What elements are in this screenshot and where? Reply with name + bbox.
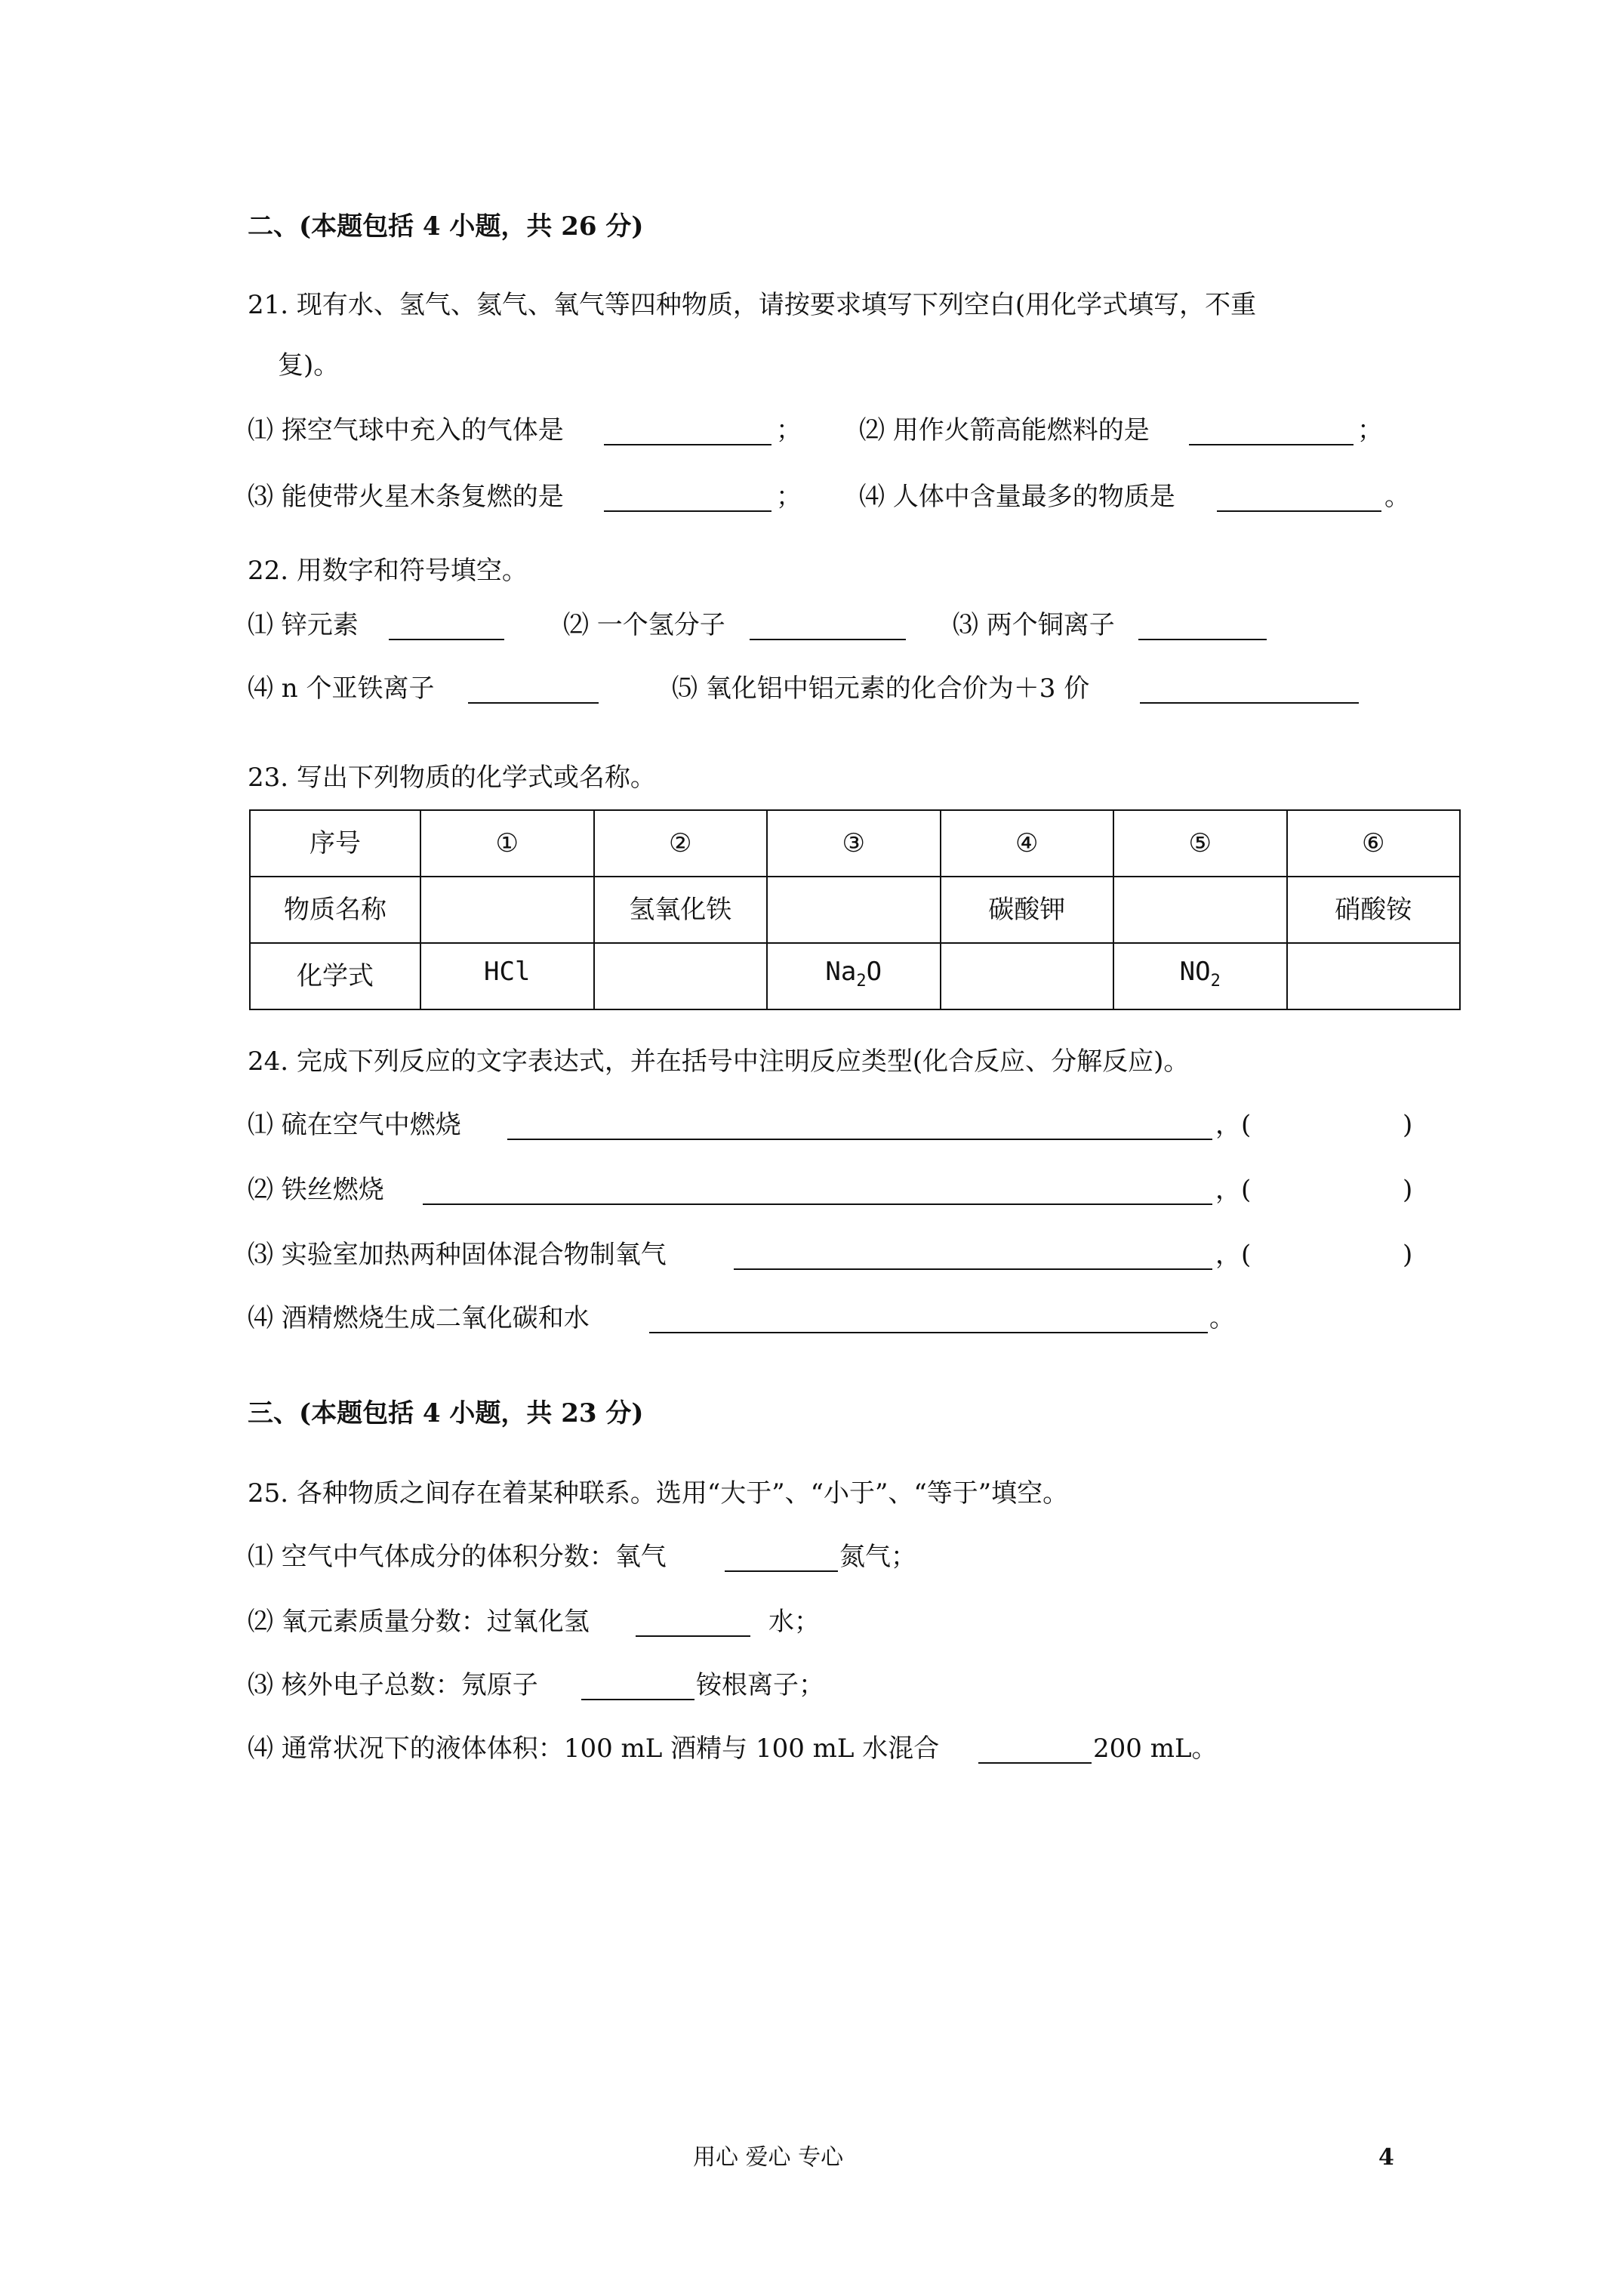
row-header-name: 物质名称 (250, 877, 420, 943)
name-cell[interactable] (767, 877, 941, 943)
q25-part2-post: 水； (768, 1607, 820, 1637)
q24-part4-blank[interactable] (649, 1332, 1208, 1333)
formula-cell: HCl (420, 943, 594, 1009)
q25-part4-pre: ⑷ 通常状况下的液体体积：100 mL 酒精与 100 mL 水混合 (248, 1734, 940, 1764)
number-cell: ⑤ (1113, 810, 1287, 877)
q21-part3-blank[interactable] (604, 510, 771, 512)
q22-part3-blank[interactable] (1138, 639, 1267, 640)
q24-part3-blank[interactable] (734, 1268, 1212, 1270)
q22-part5: ⑸ 氧化铝中铝元素的化合价为＋3 价 (672, 673, 1090, 704)
name-cell: 氢氧化铁 (594, 877, 768, 943)
q24-part4: ⑷ 酒精燃烧生成二氧化碳和水 (248, 1303, 590, 1333)
q21-stem-line1: 21. 现有水、氢气、氦气、氧气等四种物质，请按要求填写下列空白(用化学式填写，不重 (248, 290, 1257, 320)
q22-stem: 22. 用数字和符号填空。 (248, 556, 528, 586)
formula-cell[interactable] (594, 943, 768, 1009)
q25-part3-post: 铵根离子； (696, 1670, 824, 1700)
q24-part3: ⑶ 实验室加热两种固体混合物制氧气 (248, 1240, 667, 1270)
q24-part3-close-paren: ) (1403, 1240, 1413, 1270)
q25-part1-post: 氮气； (839, 1542, 916, 1572)
q24-part2-blank[interactable] (423, 1203, 1212, 1205)
q21-part2-end: ； (1357, 415, 1383, 445)
formula-cell[interactable] (941, 943, 1114, 1009)
q22-part1: ⑴ 锌元素 (248, 610, 359, 640)
q21-part4-end: 。 (1384, 482, 1410, 512)
number-cell: ⑥ (1287, 810, 1461, 877)
q21-part2-blank[interactable] (1189, 444, 1354, 445)
table-row-names (250, 877, 1460, 943)
q24-part3-comma-paren: ，( (1215, 1240, 1252, 1270)
name-cell[interactable] (1113, 877, 1287, 943)
q24-part1-blank[interactable] (507, 1139, 1212, 1140)
q21-part3-end: ； (776, 482, 802, 512)
q25-stem: 25. 各种物质之间存在着某种联系。选用“大于”、“小于”、“等于”填空。 (248, 1478, 1069, 1509)
table-row-formulas (250, 943, 1460, 1009)
q22-part1-blank[interactable] (389, 639, 504, 640)
section3-header: 三、(本题包括 4 小题，共 23 分) (248, 1398, 644, 1428)
q21-part1-end: ； (776, 415, 802, 445)
q25-part4-blank[interactable] (978, 1762, 1092, 1764)
footer-motto: 用心 爱心 专心 (693, 2144, 844, 2171)
q25-part1-pre: ⑴ 空气中气体成分的体积分数：氧气 (248, 1542, 667, 1572)
number-cell: ② (594, 810, 768, 877)
q25-part1-blank[interactable] (725, 1570, 838, 1572)
q22-part4-blank[interactable] (468, 702, 599, 704)
name-cell: 碳酸钾 (941, 877, 1114, 943)
q24-part2: ⑵ 铁丝燃烧 (248, 1175, 384, 1205)
formula-cell: $Na_2O$ (767, 943, 941, 1009)
q24-part2-comma-paren: ，( (1215, 1175, 1252, 1205)
name-cell[interactable] (420, 877, 594, 943)
q22-part5-blank[interactable] (1140, 702, 1359, 704)
q24-part1-close-paren: ) (1403, 1110, 1413, 1140)
formula-table (249, 809, 1461, 1010)
q25-part2-pre: ⑵ 氧元素质量分数：过氧化氢 (248, 1607, 590, 1637)
q22-part2: ⑵ 一个氢分子 (563, 610, 725, 640)
row-header-number: 序号 (250, 810, 420, 877)
q25-part3-pre: ⑶ 核外电子总数：氖原子 (248, 1670, 538, 1700)
q24-part2-close-paren: ) (1403, 1175, 1413, 1205)
q21-part1-blank[interactable] (604, 444, 771, 445)
number-cell: ③ (767, 810, 941, 877)
q21-part4-blank[interactable] (1217, 510, 1381, 512)
q24-part4-end: 。 (1209, 1303, 1235, 1333)
q22-part2-blank[interactable] (750, 639, 906, 640)
q21-part2: ⑵ 用作火箭高能燃料的是 (859, 415, 1150, 445)
q21-part4: ⑷ 人体中含量最多的物质是 (859, 482, 1175, 512)
table-row-numbers (250, 810, 1460, 877)
page-number: 4 (1378, 2144, 1394, 2171)
q21-stem-line2: 复)。 (278, 350, 340, 381)
number-cell: ① (420, 810, 594, 877)
row-header-formula: 化学式 (250, 943, 420, 1009)
q24-stem: 24. 完成下列反应的文字表达式，并在括号中注明反应类型(化合反应、分解反应)。 (248, 1046, 1190, 1077)
q25-part4-post: 200 mL。 (1093, 1734, 1218, 1764)
q24-part1: ⑴ 硫在空气中燃烧 (248, 1110, 461, 1140)
q25-part2-blank[interactable] (636, 1635, 750, 1637)
q21-part3: ⑶ 能使带火星木条复燃的是 (248, 482, 564, 512)
q22-part3: ⑶ 两个铜离子 (953, 610, 1115, 640)
number-cell: ④ (941, 810, 1114, 877)
q24-part1-comma-paren: ，( (1215, 1110, 1252, 1140)
formula-cell[interactable] (1287, 943, 1461, 1009)
q22-part4: ⑷ n 个亚铁离子 (248, 673, 435, 704)
q21-part1: ⑴ 探空气球中充入的气体是 (248, 415, 564, 445)
section2-header: 二、(本题包括 4 小题，共 26 分) (248, 211, 644, 242)
q23-stem: 23. 写出下列物质的化学式或名称。 (248, 763, 656, 793)
q25-part3-blank[interactable] (581, 1699, 694, 1700)
formula-cell: $NO_2$ (1113, 943, 1287, 1009)
name-cell: 硝酸铵 (1287, 877, 1461, 943)
